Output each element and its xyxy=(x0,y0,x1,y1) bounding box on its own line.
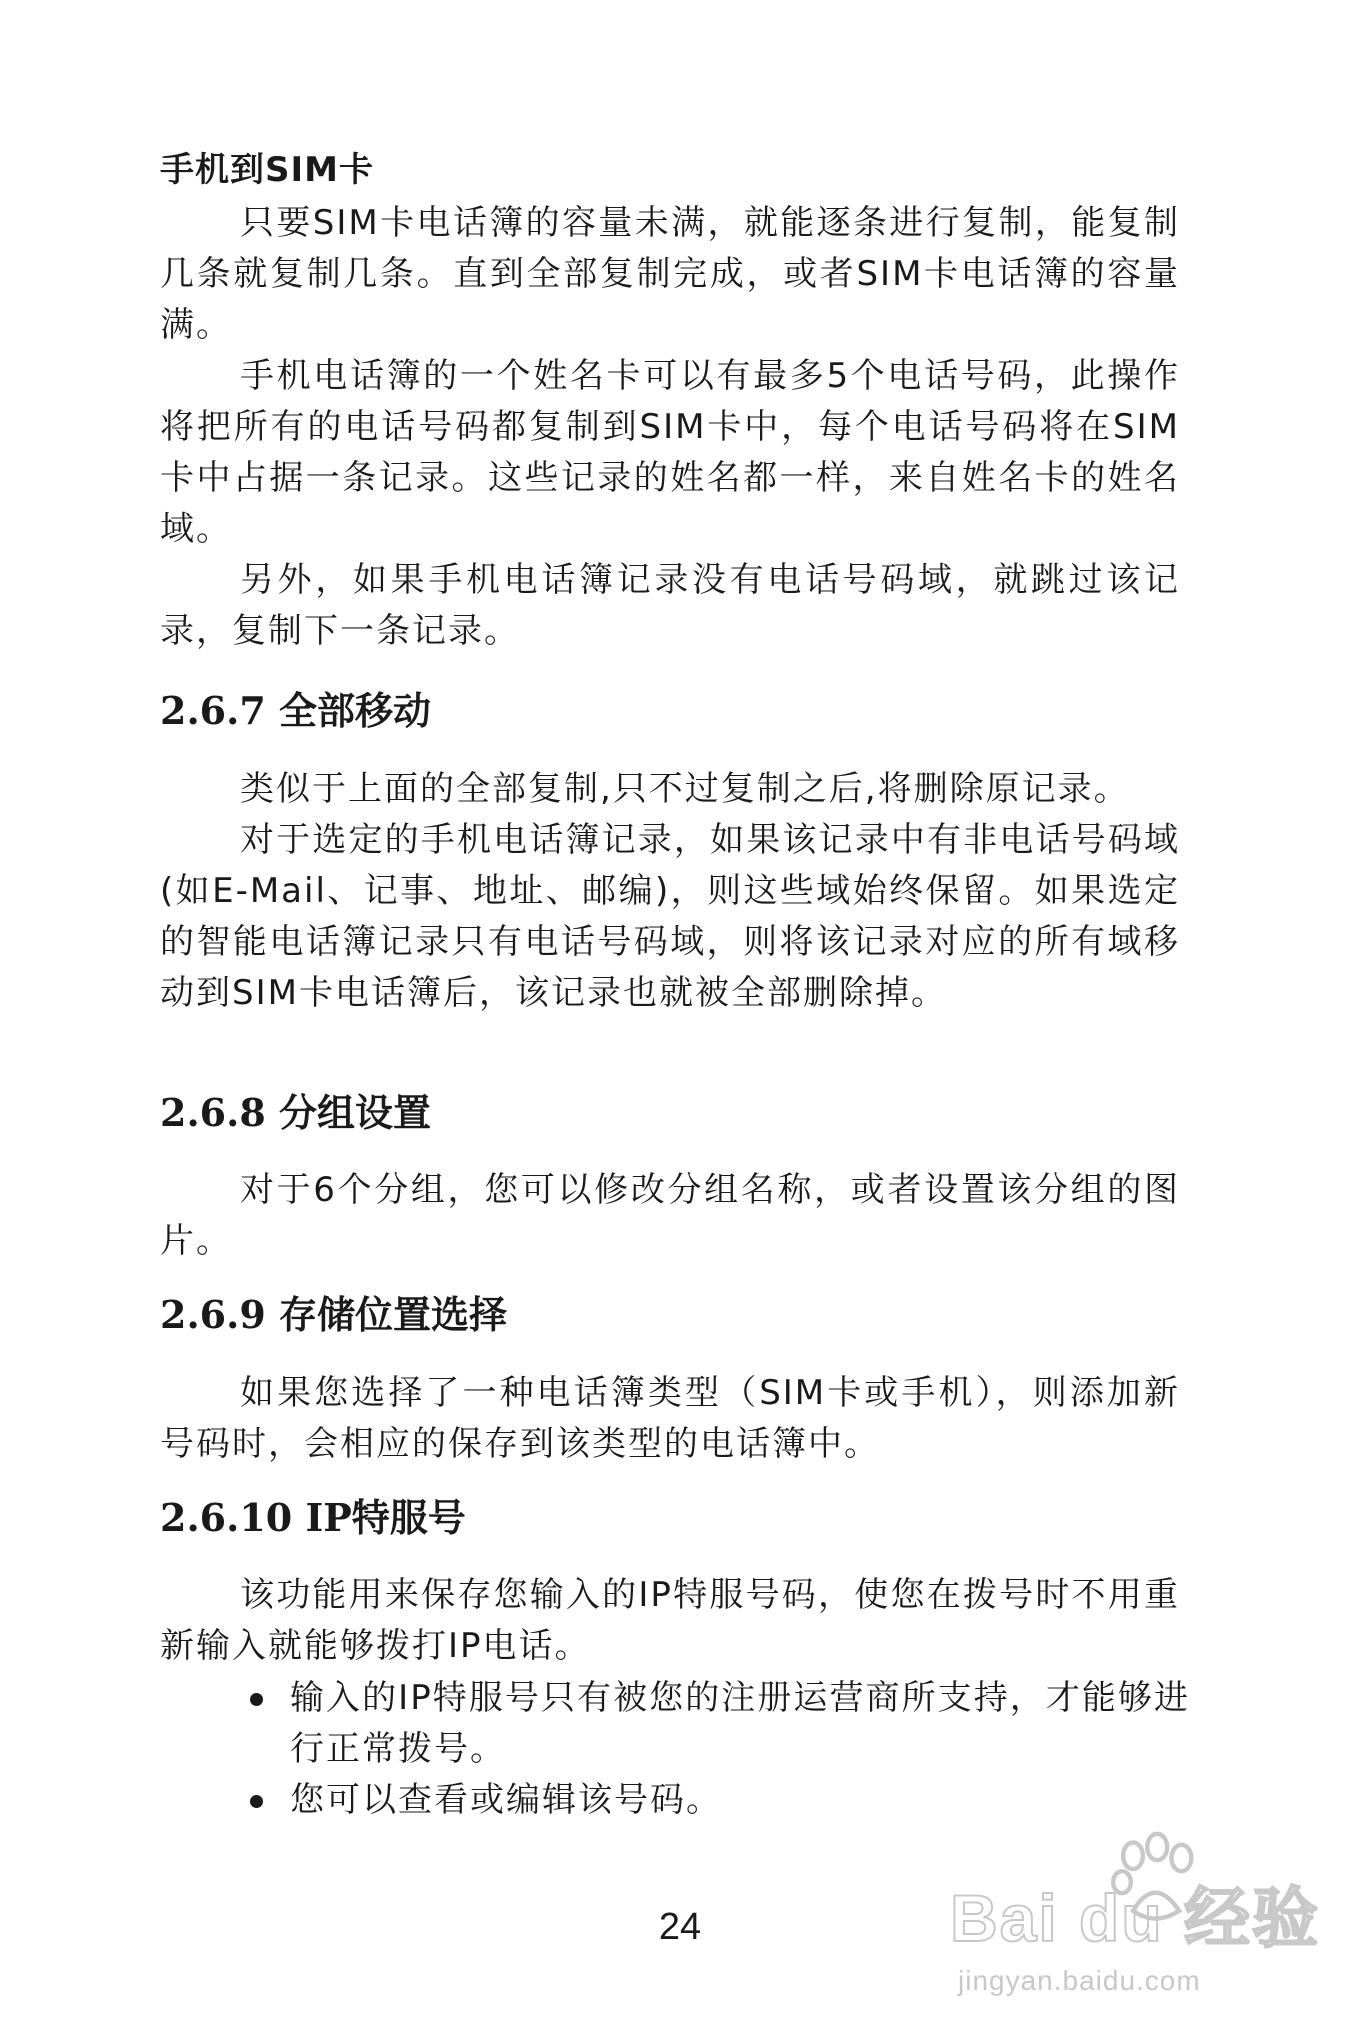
paragraph: 如果您选择了一种电话簿类型（SIM卡或手机），则添加新号码时，会相应的保存到该类型的电话簿中。 xyxy=(160,1373,1180,1464)
list-item xyxy=(250,1775,1190,1826)
paragraph: 只要SIM卡电话簿的容量未满，就能逐条进行复制，能复制几条就复制几条。直到全部复制完成，或者SIM卡电话簿的容量满。 xyxy=(160,203,1180,345)
watermark-brand: Bai du 经验 xyxy=(950,1881,1321,1955)
paragraph: 手机电话簿的一个姓名卡可以有最多5个电话号码，此操作将把所有的电话号码都复制到SIM卡中，每个电话号码将在SIM卡中占据一条记录。这些记录的姓名都一样，来自姓名卡的姓名域。 xyxy=(160,356,1180,549)
list-item xyxy=(250,1673,1190,1775)
baidu-watermark xyxy=(950,1825,1321,2015)
subsection-title: 手机到SIM卡 xyxy=(160,150,374,190)
paragraph: 对于6个分组，您可以修改分组名称，或者设置该分组的图片。 xyxy=(160,1170,1180,1261)
section-heading: 2.6.7 全部移动 xyxy=(160,688,432,733)
section-heading: 2.6.8 分组设置 xyxy=(160,1090,432,1135)
document-page xyxy=(160,0,1200,2040)
paragraph: 另外，如果手机电话簿记录没有电话号码域，就跳过该记录，复制下一条记录。 xyxy=(160,560,1180,651)
bullet-list xyxy=(250,1673,1190,1826)
section-heading: 2.6.10 IP特服号 xyxy=(160,1495,466,1540)
bullet-icon xyxy=(250,1795,263,1808)
paragraph: 对于选定的手机电话簿记录，如果该记录中有非电话号码域(如E-Mail、记事、地址、邮编)，则这些域始终保留。如果选定的智能电话簿记录只有电话号码域，则将该记录对应的所有域移动到SIM卡电话簿后，该记录也就被全部删除掉。 xyxy=(160,820,1180,1013)
bullet-icon xyxy=(250,1693,263,1706)
paragraph: 类似于上面的全部复制,只不过复制之后,将删除原记录。 xyxy=(240,769,1130,809)
watermark-url: jingyan.baidu.com xyxy=(958,1965,1201,1996)
bullet-text: 输入的IP特服号只有被您的注册运营商所支持，才能够进行正常拨号。 xyxy=(290,1678,1190,1769)
section-heading: 2.6.9 存储位置选择 xyxy=(160,1292,508,1337)
paragraph: 该功能用来保存您输入的IP特服号码，使您在拨号时不用重新输入就能够拨打IP电话。 xyxy=(160,1575,1180,1666)
bullet-text: 您可以查看或编辑该号码。 xyxy=(290,1780,722,1820)
page-number: 24 xyxy=(658,1906,702,1948)
